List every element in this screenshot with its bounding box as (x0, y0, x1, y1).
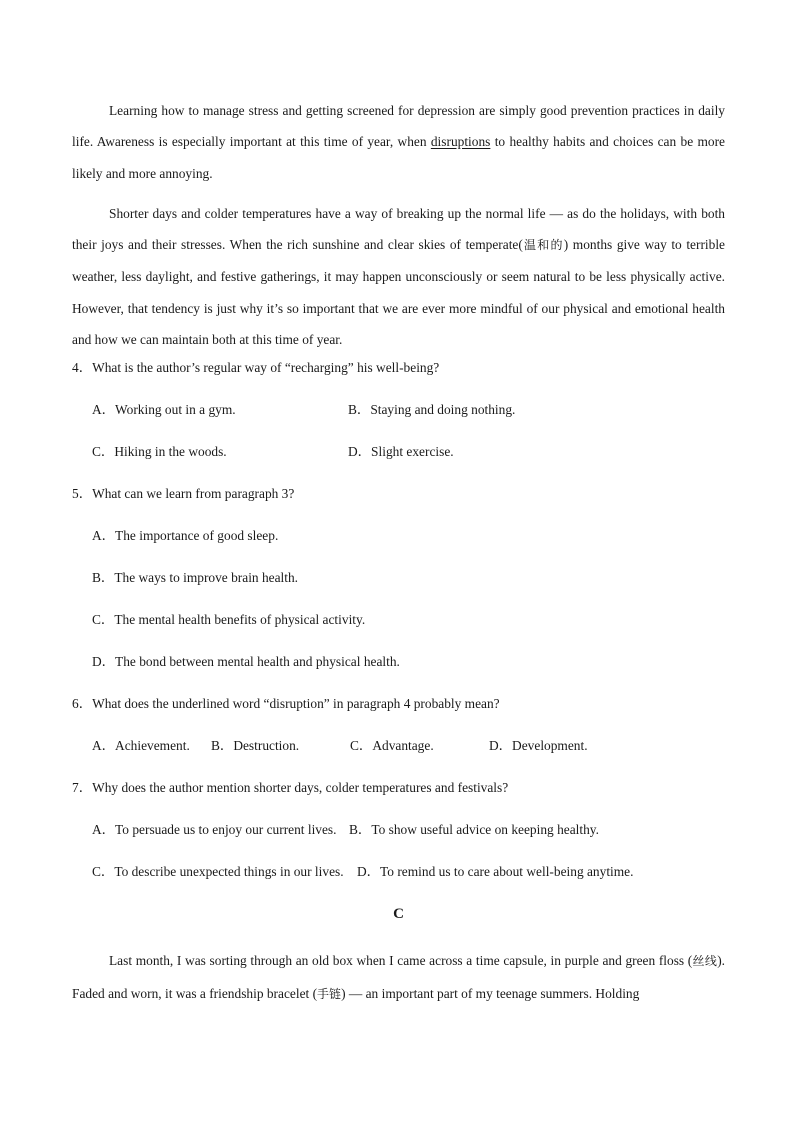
passage-c-paragraph-1 (72, 945, 725, 1010)
question-4-option-c[interactable]: C．Hiking in the woods. (92, 444, 227, 460)
question-6-option-c[interactable]: C．Advantage. (350, 738, 434, 754)
question-7-options-row-2 (72, 861, 725, 903)
question-4-option-a[interactable]: A．Working out in a gym. (92, 402, 236, 418)
question-4-options-row-1 (72, 399, 725, 441)
question-5-option-c[interactable]: C．The mental health benefits of physical activity. (92, 612, 366, 628)
underlined-word: disruptions (430, 134, 491, 150)
question-7-option-b[interactable]: B．To show useful advice on keeping healthy. (349, 822, 599, 838)
question-4-option-d[interactable]: D．Slight exercise. (348, 444, 454, 460)
chinese-gloss: 手链 (317, 986, 342, 1001)
chinese-gloss: 温和的 (522, 238, 564, 253)
question-4-stem: 4．What is the author’s regular way of “recharging” his well-being? (72, 360, 440, 376)
question-7-option-c[interactable]: C．To describe unexpected things in our lives. (92, 864, 344, 880)
question-4-options-row-2 (72, 441, 725, 483)
document-page (72, 95, 725, 1019)
chinese-gloss: 丝线 (692, 954, 718, 969)
paragraph-text: ). Faded and worn, it was a friendship bracelet ( (72, 953, 725, 1001)
question-6-option-b[interactable]: B．Destruction. (211, 738, 300, 754)
question-5-option-b[interactable]: B．The ways to improve brain health. (92, 570, 299, 586)
paragraph-text: ) months give way to terrible weather, less daylight, and festive gatherings, it may happen unconsciously or seem natural to be less physically active. However, that tendency is just why it’s so important that we are ever more mindful of our physical and emotional health and how we can maintain both at this time of year. (72, 237, 725, 348)
passage-b-paragraph-1 (72, 95, 725, 189)
passage-b-paragraph-2 (72, 198, 725, 355)
question-6-options-row (72, 735, 725, 777)
question-5-option-d[interactable]: D．The bond between mental health and physical health. (92, 654, 400, 670)
paragraph-text: Shorter days and colder temperatures have a way of breaking up the normal life — as do the holidays, with both their joys and their stresses. When the rich sunshine and clear skies of temperate( (72, 205, 725, 253)
question-7-options-row-1 (72, 819, 725, 861)
question-6-stem: 6．What does the underlined word “disruption” in paragraph 4 probably mean? (72, 696, 500, 712)
paragraph-text: ) — an important part of my teenage summers. Holding (341, 985, 640, 1001)
question-6-option-a[interactable]: A．Achievement. (92, 738, 190, 754)
question-5-stem: 5．What can we learn from paragraph 3? (72, 486, 295, 502)
question-7-stem: 7．Why does the author mention shorter days, colder temperatures and festivals? (72, 780, 509, 796)
paragraph-text: Last month, I was sorting through an old box when I came across a time capsule, in purple and green floss ( (109, 953, 693, 969)
paragraph-text: to healthy habits and choices can be more likely and more annoying. (72, 134, 725, 181)
section-c-title: C (393, 906, 404, 923)
paragraph-text: Learning how to manage stress and getting screened for depression are simply good prevention practices in daily life. Awareness is especially important at this time of year, when (72, 103, 725, 150)
question-7-option-d[interactable]: D．To remind us to care about well-being anytime. (357, 864, 634, 880)
question-4-option-b[interactable]: B．Staying and doing nothing. (348, 402, 516, 418)
question-5-option-a[interactable]: A．The importance of good sleep. (92, 528, 279, 544)
question-7-option-a[interactable]: A．To persuade us to enjoy our current lives. (92, 822, 337, 838)
question-6-option-d[interactable]: D．Development. (489, 738, 588, 754)
